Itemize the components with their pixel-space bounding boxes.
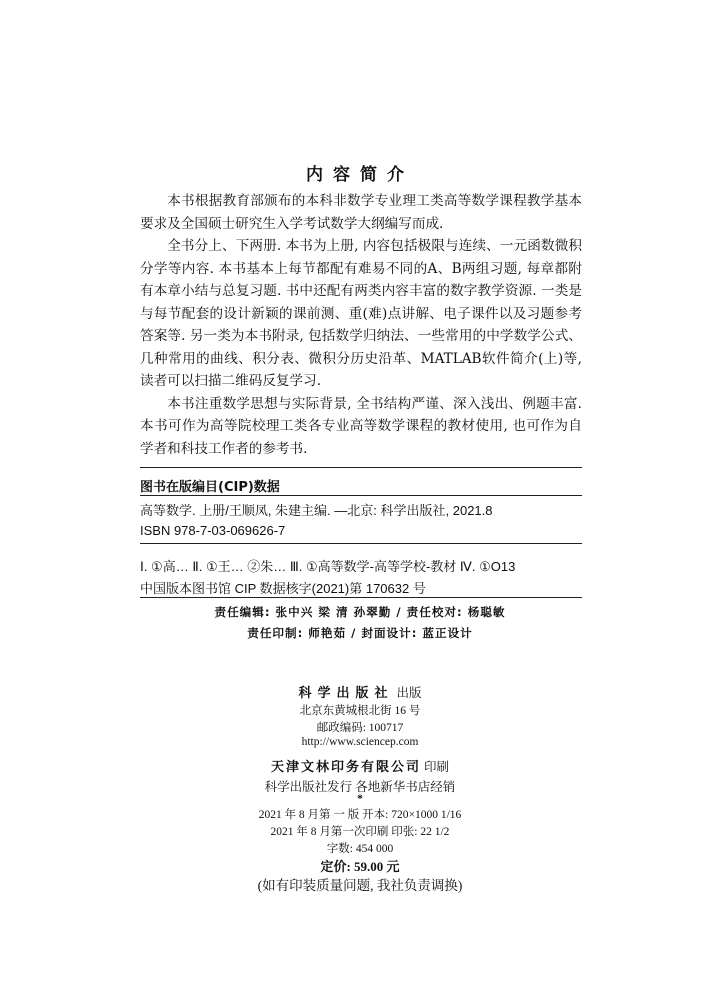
intro-body (140, 190, 582, 460)
cip-mid-rule (140, 543, 582, 544)
intro-paragraph: 全书分上、下两册. 本书为上册, 内容包括极限与连续、一元函数微积分学等内容. 本书基本上每节都配有难易不同的A、B两组习题, 每章都附有本章小结与总复习题. 书中还配有两类内容丰富的数字教学资源. 一类是与每节配套的设计新颖的课前测、重(难)点讲解、电子课件以及习题参考答案等. 另一类为本书附录, 包括数学归纳法、一些常用的中学数学公式、几种常用的曲线、积分表、微积分历史沿革、MATLAB软件简介(上)等, 读者可以扫描二维码反复学习. (140, 238, 582, 389)
cip-classification: Ⅰ. ①高… Ⅱ. ①王… ②朱… Ⅲ. ①高等数学-高等学校-教材 Ⅳ. ①O13 (140, 559, 516, 574)
separator-asterisk: * (357, 793, 363, 805)
intro-paragraph: 本书根据教育部颁布的本科非数学专业理工类高等数学课程教学基本要求及全国硕士研究生入学考试数学大纲编写而成. (140, 193, 582, 232)
printer-logo: 天津文林印务有限公司 (271, 759, 422, 774)
edition-line: 2021 年 8 月第 一 版 开本: 720×1000 1/16 (258, 809, 462, 821)
cip-catalog-line: 高等数学. 上册/王顺凤, 朱建主编. —北京: 科学出版社, 2021.8 (140, 503, 493, 518)
printer-suffix: 印刷 (423, 760, 449, 774)
cip-bottom-rule (140, 597, 582, 598)
intro-title: 内容简介 (306, 165, 414, 185)
cip-heading-rule (140, 495, 582, 496)
publisher-postcode: 邮政编码: 100717 (316, 722, 404, 734)
editor-credits: 责任编辑: 张中兴 梁 清 孙翠勤 / 责任校对: 杨聪敏 (214, 605, 506, 619)
cip-top-rule (140, 467, 582, 468)
cip-record: 中国版本图书馆 CIP 数据核字(2021)第 170632 号 (140, 581, 426, 596)
printer-line (0, 756, 720, 775)
intro-paragraph: 本书注重数学思想与实际背景, 全书结构严谨、深入浅出、例题丰富. 本书可作为高等院校理工类各专业高等数学课程的教材使用, 也可作为自学者和科技工作者的参考书. (140, 395, 582, 457)
price: 定价: 59.00 元 (320, 859, 400, 874)
word-count: 字数: 454 000 (326, 843, 394, 855)
publisher-line (0, 682, 720, 701)
publisher-suffix: 出版 (396, 686, 422, 700)
quality-notice: (如有印装质量问题, 我社负责调换) (257, 878, 463, 893)
cip-heading: 图书在版编目(CIP)数据 (140, 480, 280, 495)
distribution-line: 科学出版社发行 各地新华书店经销 (264, 780, 456, 794)
cip-isbn: ISBN 978-7-03-069626-7 (140, 523, 286, 538)
publisher-url: http://www.sciencep.com (301, 736, 419, 748)
production-credits: 责任印制: 师艳茹 / 封面设计: 蓝正设计 (247, 626, 473, 640)
printing-line: 2021 年 8 月第一次印刷 印张: 22 1/2 (270, 826, 450, 838)
publisher-address: 北京东黄城根北街 16 号 (299, 705, 421, 717)
publisher-logo: 科学出版社 (298, 685, 394, 700)
